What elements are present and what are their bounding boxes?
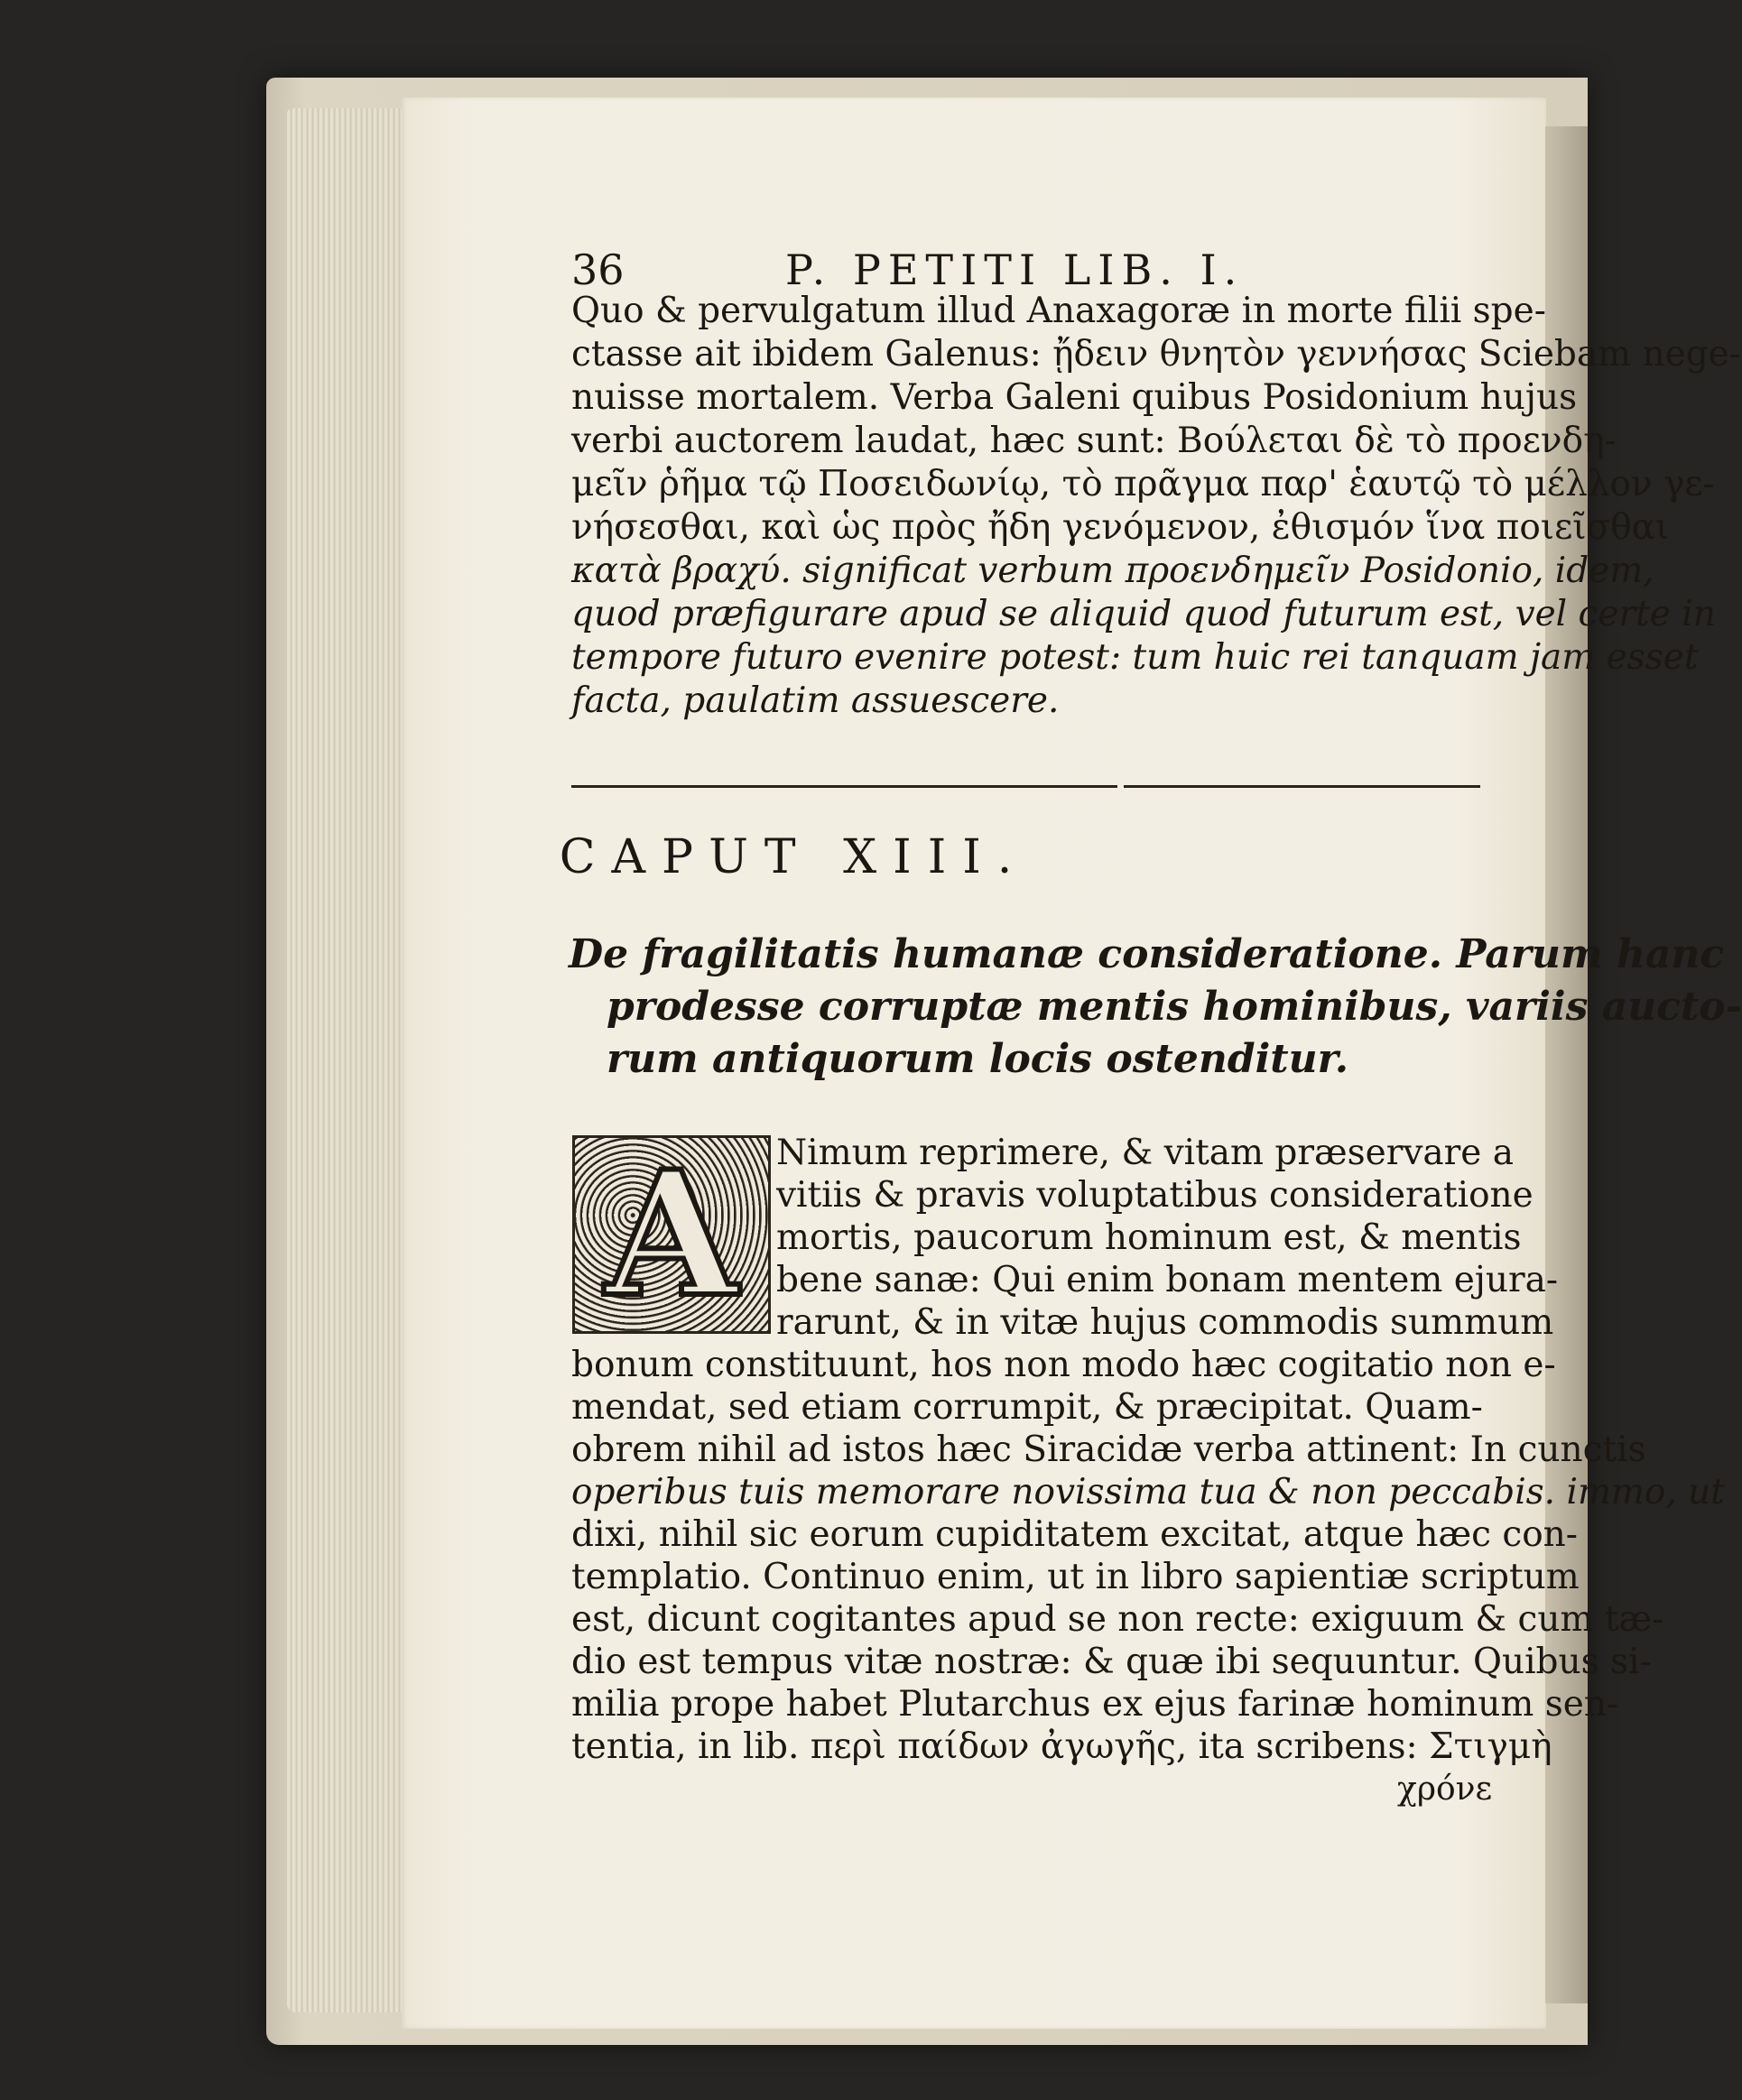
divider-rule	[571, 785, 1117, 788]
chapter-heading: CAPUT XIII.	[559, 830, 1029, 884]
summary-line: rum antiquorum locis ostenditur.	[607, 1036, 1349, 1082]
text-line: κατὰ βραχύ. significat verbum προενδημεῖν Posidonio, idem,	[571, 550, 1654, 591]
summary-line: De fragilitatis humanæ consideratione. Parum hanc	[569, 931, 1725, 977]
text-line: tentia, in lib. περὶ παίδων ἀγωγῆς, ita scribens: Στιγμὴ	[571, 1726, 1552, 1767]
page-number: 36	[571, 245, 625, 294]
text-line: obrem nihil ad istos hæc Siracidæ verba attinent: In cunctis	[571, 1429, 1646, 1470]
text-line: bene sanæ: Qui enim bonam mentem ejura-	[776, 1260, 1559, 1300]
running-title: P. PETITI LIB. I.	[785, 245, 1245, 294]
text-line: dixi, nihil sic eorum cupiditatem excitat, atque hæc con-	[571, 1514, 1578, 1555]
text-line: νήσεσθαι, καὶ ὡς πρὸς ἤδη γενόμενον, ἐθισμόν ἵνα ποιεῖσθαι	[571, 507, 1670, 548]
text-line: mortis, paucorum hominum est, & mentis	[776, 1217, 1522, 1258]
text-line: Nimum reprimere, & vitam præservare a	[776, 1133, 1515, 1173]
text-line: facta, paulatim assuescere.	[571, 680, 1060, 721]
text-line: dio est tempus vitæ nostræ: & quæ ibi sequuntur. Quibus si-	[571, 1642, 1652, 1682]
ornamental-initial-icon	[572, 1135, 771, 1334]
text-line: μεῖν ῥῆμα τῷ Ποσειδωνίῳ, τὸ πρᾶγμα παρ' ἑαυτῷ τὸ μέλλον γε-	[571, 464, 1715, 504]
text-line: mendat, sed etiam corrumpit, & præcipitat. Quam-	[571, 1387, 1483, 1428]
text-line: rarunt, & in vitæ hujus commodis summum	[776, 1302, 1554, 1343]
text-line: bonum constituunt, hos non modo hæc cogitatio non e-	[571, 1345, 1556, 1385]
divider-rule	[1124, 785, 1480, 788]
initial-letter: A	[605, 1133, 738, 1335]
text-line: ctasse ait ibidem Galenus: ᾔδειν θνητὸν γεννήσας Sciebam nege-	[571, 334, 1741, 375]
text-line: tempore futuro evenire potest: tum huic rei tanquam jam esset	[571, 637, 1699, 678]
catchword: χρόνε	[1397, 1771, 1493, 1808]
text-line: nuisse mortalem. Verba Galeni quibus Posidonium hujus	[571, 377, 1578, 418]
text-line: milia prope habet Plutarchus ex ejus farinæ hominum sen-	[571, 1684, 1619, 1725]
text-line: Quo & pervulgatum illud Anaxagoræ in morte filii spe-	[571, 291, 1546, 331]
text-line: quod præfigurare apud se aliquid quod futurum est, vel certe in	[571, 594, 1716, 634]
text-line: vitiis & pravis voluptatibus consideratione	[776, 1175, 1534, 1216]
summary-line: prodesse corruptæ mentis hominibus, variis aucto-	[607, 984, 1742, 1030]
text-line: verbi auctorem laudat, hæc sunt: Βούλεται δὲ τὸ προενδη-	[571, 421, 1617, 461]
text-line: templatio. Continuo enim, ut in libro sapientiæ scriptum	[571, 1557, 1580, 1597]
text-line: est, dicunt cogitantes apud se non recte: exiguum & cum tæ-	[571, 1599, 1664, 1640]
text-line: operibus tuis memorare novissima tua & non peccabis. immo, ut	[571, 1472, 1725, 1513]
